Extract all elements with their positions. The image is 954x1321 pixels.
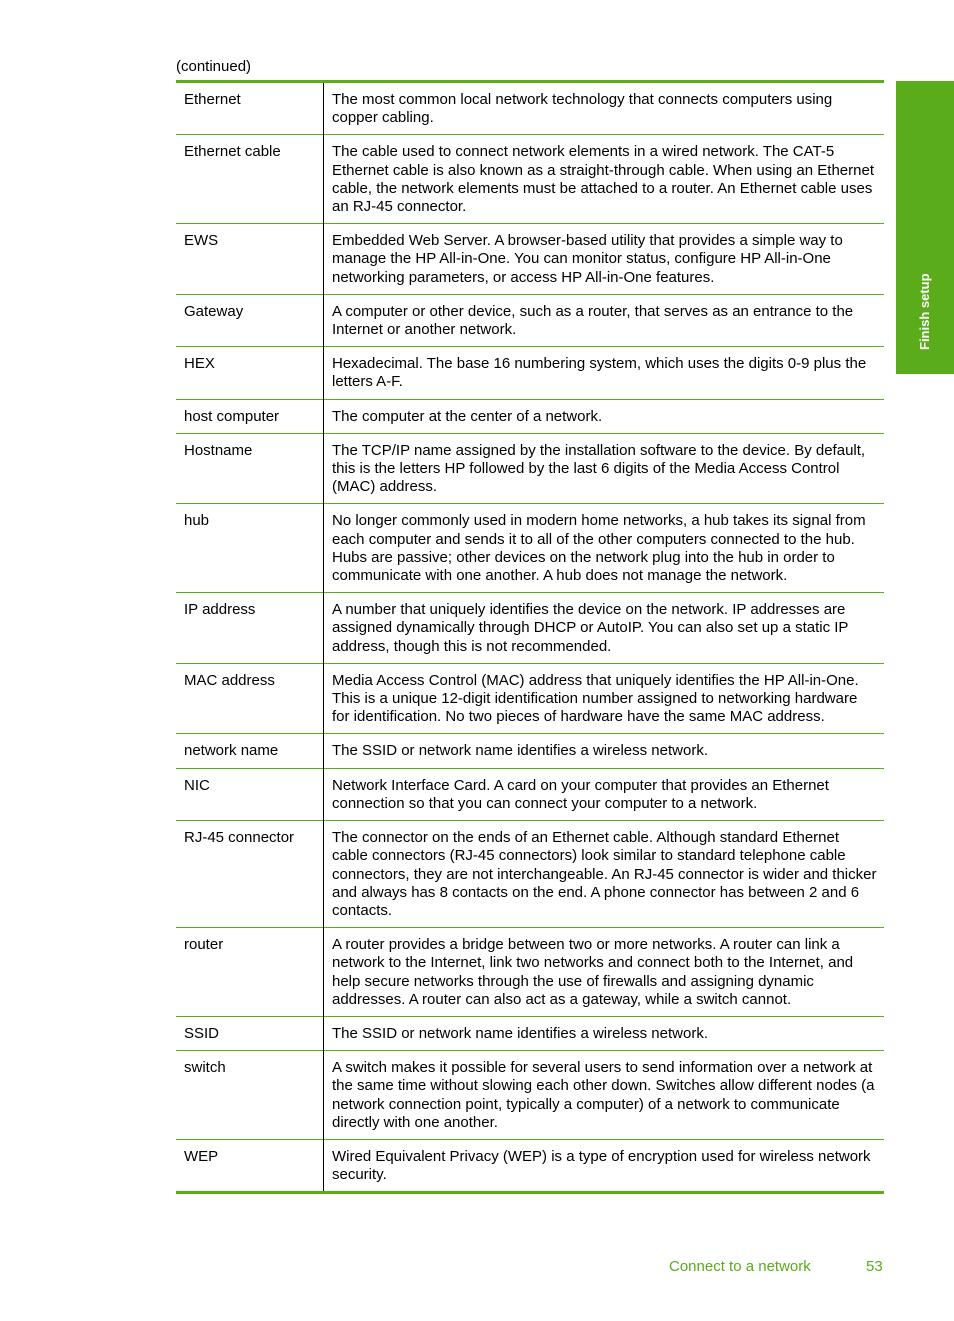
table-row (176, 82, 884, 135)
page-number: 53 (866, 1258, 883, 1275)
term-cell: SSID (176, 1016, 324, 1050)
table-row (176, 734, 884, 768)
term-cell: HEX (176, 347, 324, 399)
definition-cell: Wired Equivalent Privacy (WEP) is a type of encryption used for wireless network security. (324, 1139, 885, 1192)
term-cell: Ethernet cable (176, 135, 324, 224)
footer-section-title: Connect to a network (669, 1258, 811, 1275)
definition-cell: A computer or other device, such as a router, that serves as an entrance to the Internet or another network. (324, 294, 885, 346)
term-cell: hub (176, 504, 324, 593)
definition-cell: Embedded Web Server. A browser-based utility that provides a simple way to manage the HP All-in-One. You can monitor status, configure HP All-in-One networking parameters, or access HP All-in-One features. (324, 224, 885, 295)
table-row (176, 347, 884, 399)
table-row (176, 1051, 884, 1140)
definition-cell: Hexadecimal. The base 16 numbering system, which uses the digits 0-9 plus the letters A-F. (324, 347, 885, 399)
term-cell: router (176, 928, 324, 1017)
definition-cell: The SSID or network name identifies a wireless network. (324, 734, 885, 768)
term-cell: host computer (176, 399, 324, 433)
term-cell: switch (176, 1051, 324, 1140)
definition-cell: Media Access Control (MAC) address that uniquely identifies the HP All-in-One. This is a unique 12-digit identification number assigned to networking hardware for identification. No two pieces of hardware have the same MAC address. (324, 663, 885, 734)
definition-cell: The computer at the center of a network. (324, 399, 885, 433)
side-tab (896, 81, 954, 374)
definition-cell: No longer commonly used in modern home networks, a hub takes its signal from each computer and sends it to all of the other computers connected to the hub. Hubs are passive; other devices on the network plug into the hub in order to communicate with one another. A hub does not manage the network. (324, 504, 885, 593)
table-row (176, 663, 884, 734)
definition-cell: Network Interface Card. A card on your computer that provides an Ethernet connection so that you can connect your computer to a network. (324, 768, 885, 820)
table-row (176, 433, 884, 504)
term-cell: MAC address (176, 663, 324, 734)
definition-cell: A switch makes it possible for several users to send information over a network at the same time without slowing each other down. Switches allow different nodes (a network connection point, typically a computer) of a network to communicate directly with one another. (324, 1051, 885, 1140)
term-cell: Ethernet (176, 82, 324, 135)
table-row (176, 294, 884, 346)
definition-cell: The cable used to connect network elements in a wired network. The CAT-5 Ethernet cable is also known as a straight-through cable. When using an Ethernet cable, the network elements must be attached to a router. An Ethernet cable uses an RJ-45 connector. (324, 135, 885, 224)
side-tab-label: Finish setup (917, 273, 932, 350)
term-cell: Gateway (176, 294, 324, 346)
term-cell: IP address (176, 593, 324, 664)
table-row (176, 768, 884, 820)
definition-cell: A number that uniquely identifies the device on the network. IP addresses are assigned dynamically through DHCP or AutoIP. You can also set up a static IP address, though this is not recommended. (324, 593, 885, 664)
term-cell: NIC (176, 768, 324, 820)
table-row (176, 1016, 884, 1050)
definition-cell: The connector on the ends of an Ethernet cable. Although standard Ethernet cable connectors (RJ-45 connectors) look similar to standard telephone cable connectors, they are not interchangeable. An RJ-45 connector is wider and thicker and always has 8 contacts on the end. A phone connector has between 2 and 6 contacts. (324, 821, 885, 928)
table-row (176, 399, 884, 433)
term-cell: Hostname (176, 433, 324, 504)
term-cell: network name (176, 734, 324, 768)
table-row (176, 1139, 884, 1192)
table-row (176, 504, 884, 593)
table-row (176, 821, 884, 928)
term-cell: RJ-45 connector (176, 821, 324, 928)
term-cell: WEP (176, 1139, 324, 1192)
continued-label: (continued) (176, 58, 252, 75)
table-row (176, 224, 884, 295)
term-cell: EWS (176, 224, 324, 295)
definition-cell: The SSID or network name identifies a wireless network. (324, 1016, 885, 1050)
table-row (176, 135, 884, 224)
table-row (176, 593, 884, 664)
glossary-table (176, 80, 884, 1194)
table-row (176, 928, 884, 1017)
definition-cell: The TCP/IP name assigned by the installation software to the device. By default, this is the letters HP followed by the last 6 digits of the Media Access Control (MAC) address. (324, 433, 885, 504)
definition-cell: The most common local network technology that connects computers using copper cabling. (332, 91, 833, 127)
definition-cell: A router provides a bridge between two or more networks. A router can link a network to the Internet, link two networks and connect both to the Internet, and help secure networks through the use of firewalls and assigning dynamic addresses. A router can also act as a gateway, while a switch cannot. (324, 928, 885, 1017)
